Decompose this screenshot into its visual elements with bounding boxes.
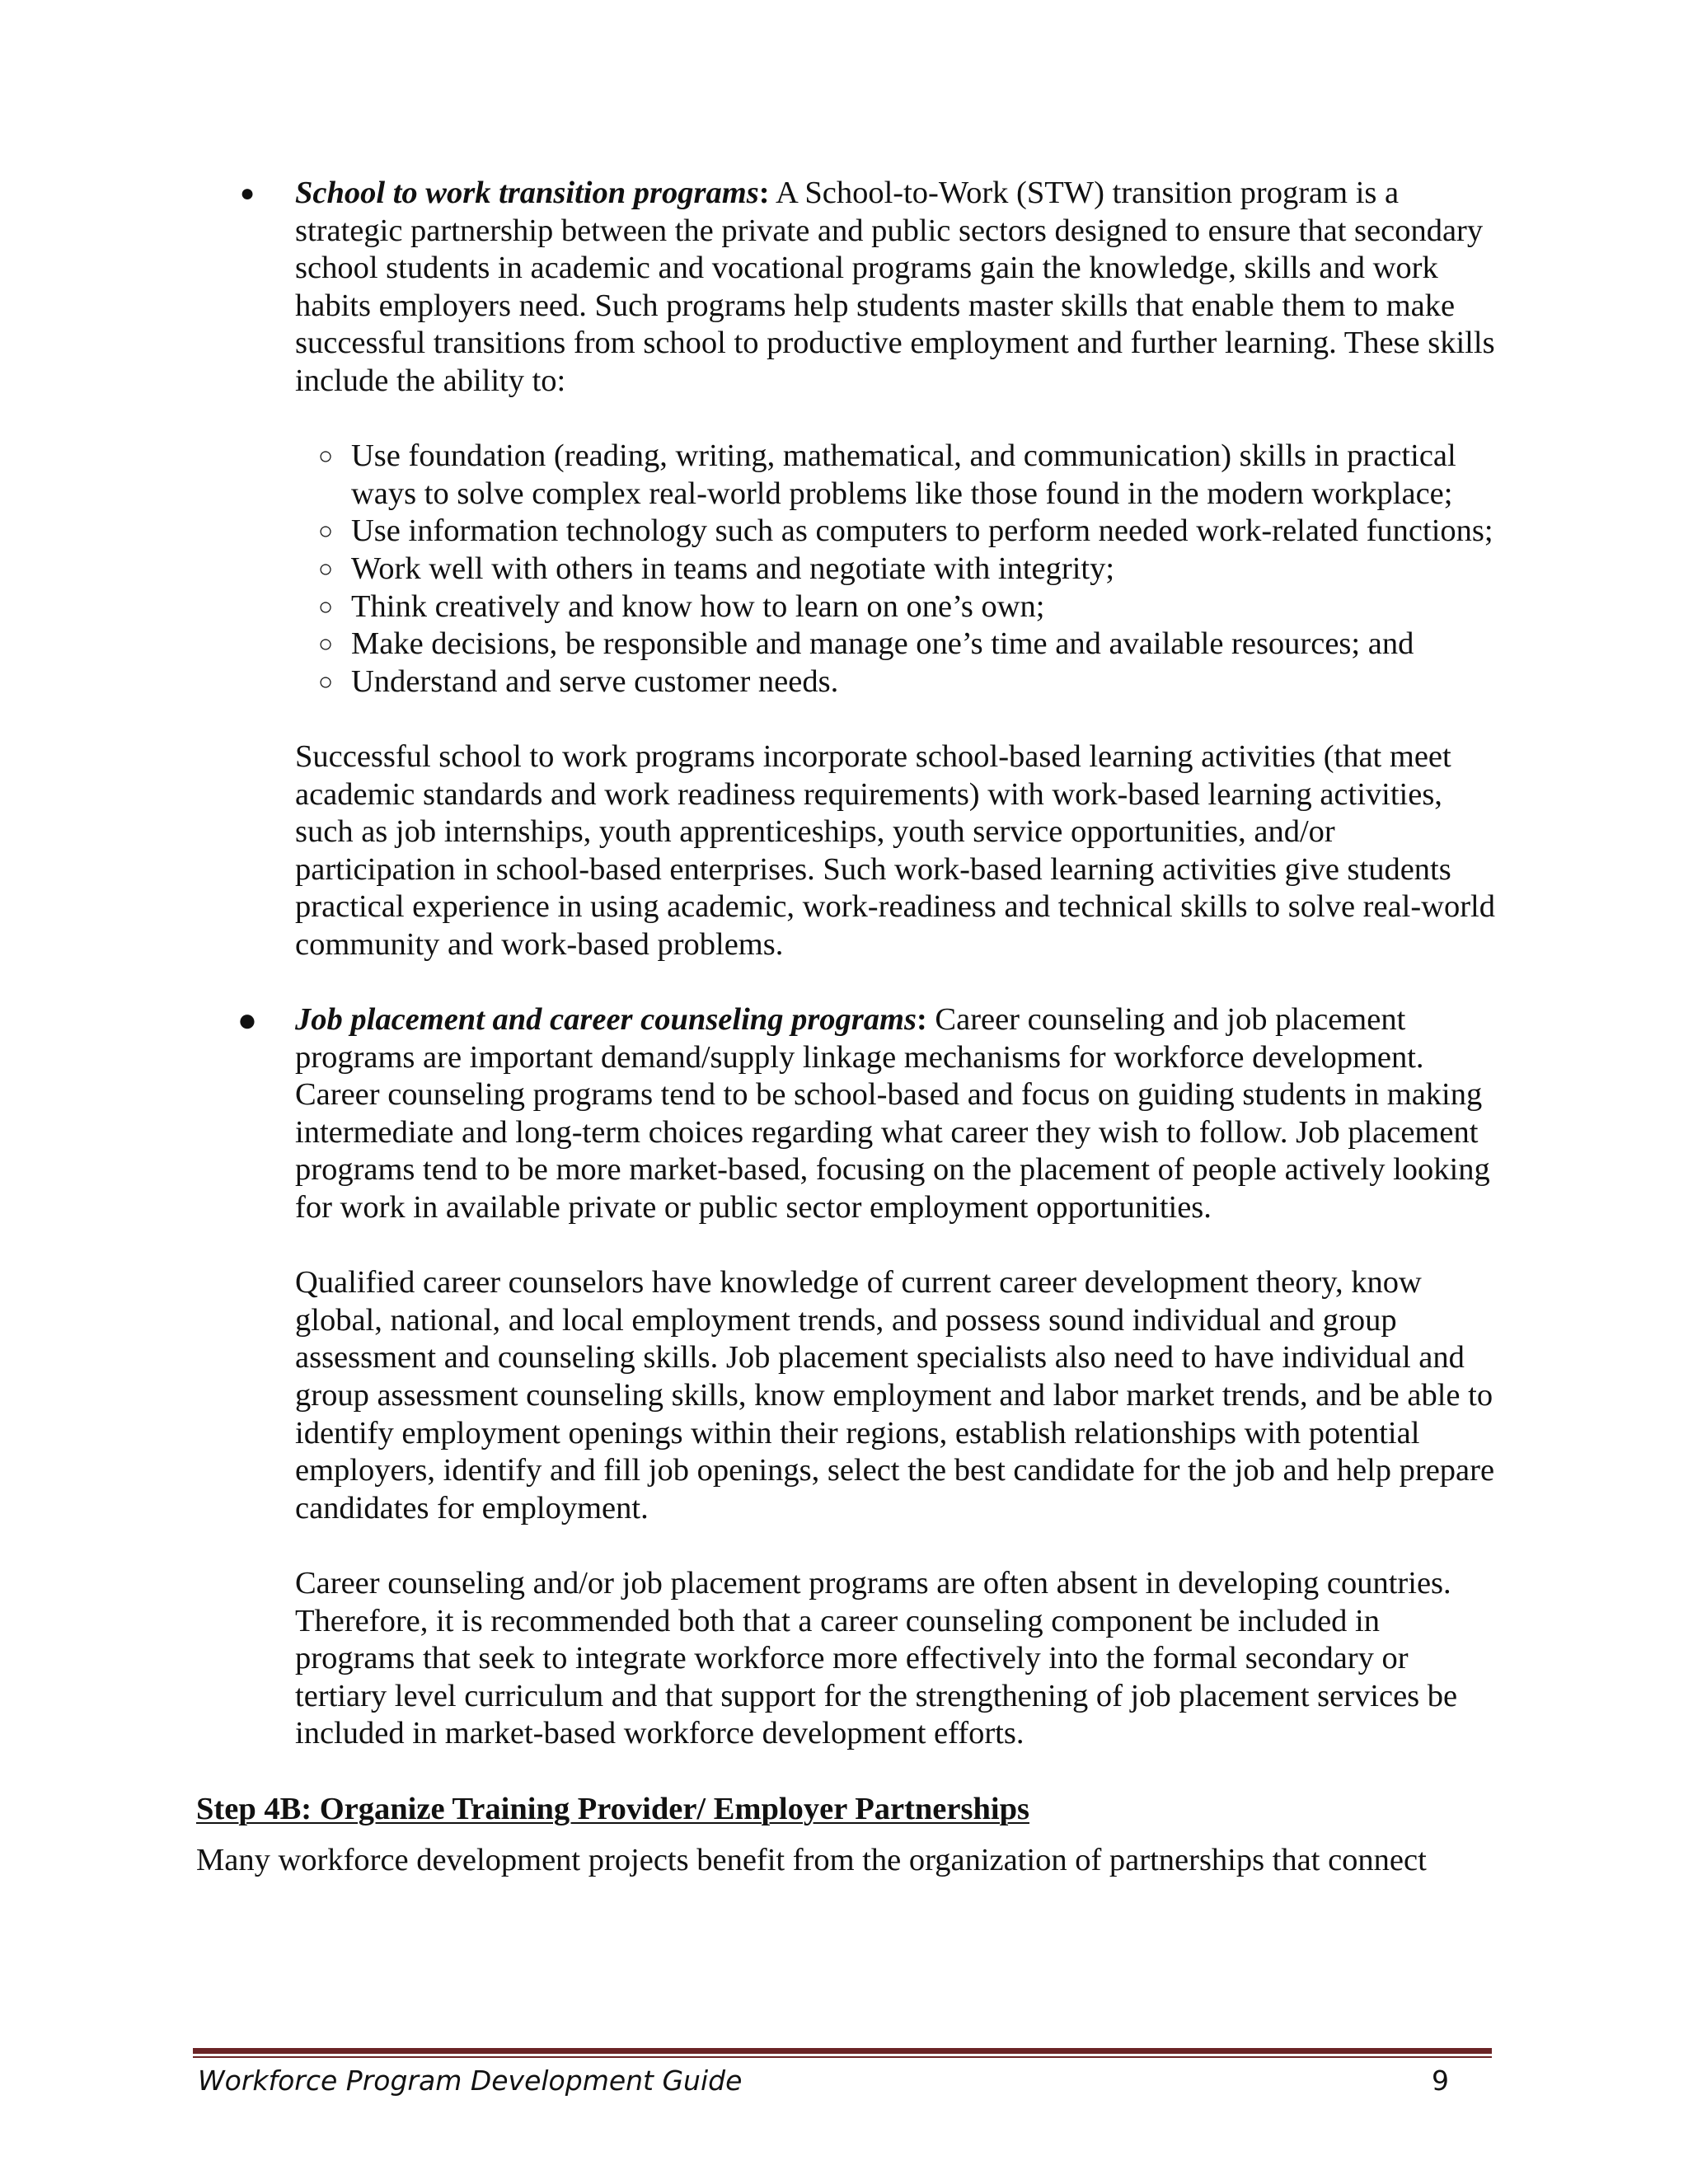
school-to-work-paragraph: Successful school to work programs incorporate school-based learning activities (that meet academic standards and work readiness requirements) with work-based learning activities, such as job internships, youth apprenticeships, youth service opportunities, and/or participation in school-based enterprises. Such work-based learning activities give students practical experience in using academic, work-readiness and technical skills to solve real-world community and work-based problems. (295, 738, 1496, 962)
skill-list-item (295, 513, 1498, 551)
skill-text: Understand and serve customer needs. (351, 663, 839, 699)
footer-rule-thin (193, 2056, 1492, 2058)
term-school-to-work: School to work transition programs (295, 176, 759, 210)
page-body (196, 175, 1498, 1880)
circle-bullet-icon: ○ (317, 518, 334, 546)
step-4b-heading: Step 4B: Organize Training Provider/ Employer Partnerships (196, 1791, 1029, 1826)
job-placement-intro (295, 1001, 1498, 1227)
circle-bullet-icon: ○ (317, 443, 334, 471)
term-job-placement: Job placement and career counseling programs (295, 1002, 917, 1038)
skill-list-item (295, 551, 1498, 588)
skill-list-item (295, 626, 1498, 663)
school-to-work-intro (295, 175, 1498, 401)
skills-list (295, 438, 1498, 701)
skill-text: Use foundation (reading, writing, mathematical, and communication) skills in practical ways to solve complex real-world problems like those found in the modern workplace; (351, 438, 1456, 511)
term-colon: : (916, 1002, 927, 1038)
developing-countries-paragraph: Career counseling and/or job placement programs are often absent in developing countries. Therefore, it is recommended both that a career counseling component be included in programs that seek to integrate workforce more effectively into the formal secondary or tertiary level curriculum and that support for the strengthening of job placement services be included in market-based workforce development efforts. (295, 1565, 1458, 1751)
page-number: 9 (1432, 2064, 1449, 2097)
bullet-school-to-work (196, 175, 1498, 963)
circle-bullet-icon: ○ (317, 668, 334, 696)
step-4b-text: Many workforce development projects benefit from the organization of partnerships that connect (196, 1843, 1427, 1878)
circle-bullet-icon: ○ (317, 593, 334, 621)
circle-bullet-icon: ○ (317, 630, 334, 658)
bullet-job-placement (196, 1001, 1498, 1753)
bullet-dot-icon: ● (237, 1001, 258, 1039)
skill-list-item (295, 588, 1498, 626)
footer-rule (193, 2048, 1492, 2054)
bullet-dot-icon: ● (239, 180, 256, 207)
circle-bullet-icon: ○ (317, 555, 334, 583)
footer-title: Workforce Program Development Guide (198, 2064, 743, 2097)
term-colon: : (758, 176, 770, 210)
skill-text: Use information technology such as computers to perform needed work-related functions; (351, 513, 1493, 549)
career-counselors-paragraph: Qualified career counselors have knowledge of current career development theory, know global, national, and local employment trends, and possess sound individual and group assessment and counseling skills. Job placement specialists also need to have individual and group assessment counseling skills, know employment and labor market trends, and be able to identify employment openings within their regions, establish relationships with potential employers, identify and fill job openings, select the best candidate for the job and help prepare candidates for employment. (295, 1265, 1495, 1526)
skill-text: Work well with others in teams and negotiate with integrity; (351, 551, 1115, 586)
skill-text: Make decisions, be responsible and manage one’s time and available resources; and (351, 626, 1414, 662)
skill-list-item (295, 663, 1498, 701)
skill-list-item (295, 438, 1498, 513)
school-to-work-text: A School-to-Work (STW) transition program is a strategic partnership between the private and public sectors designed to ensure that secondary school students in academic and vocational programs gain the knowledge, skills and work habits employers need. Such programs help students master skills that enable them to make successful transitions from school to productive employment and further learning. These skills include the ability to: (295, 176, 1495, 398)
job-placement-text: Career counseling and job placement programs are important demand/supply linkage mechanisms for workforce development. Career counseling programs tend to be school-based and focus on guiding students in making intermediate and long-term choices regarding what career they wish to follow. Job placement programs tend to be more market-based, focusing on the placement of people actively looking for work in available private or public sector employment opportunities. (295, 1002, 1490, 1226)
skill-text: Think creatively and know how to learn on one’s own; (351, 588, 1045, 624)
